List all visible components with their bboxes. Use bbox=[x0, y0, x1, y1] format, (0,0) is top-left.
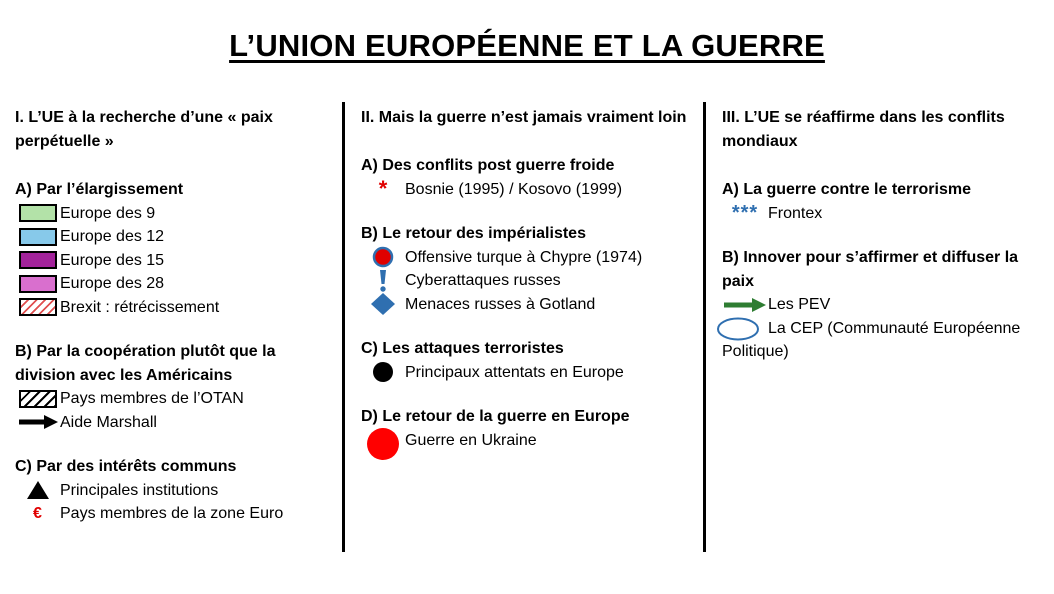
section-1c-title: C) Par des intérêts communs bbox=[15, 458, 237, 475]
legend-item-gotland bbox=[361, 293, 691, 317]
blue-ellipse-outline-icon bbox=[716, 317, 760, 341]
column-1 bbox=[15, 106, 325, 547]
legend-item-institutions bbox=[15, 479, 325, 503]
green-swatch-icon bbox=[19, 204, 57, 222]
black-hatched-swatch-icon bbox=[19, 390, 57, 408]
legend-item-ukraine bbox=[361, 429, 691, 453]
legend-label: Pays membres de l’OTAN bbox=[60, 390, 244, 407]
black-triangle-icon bbox=[27, 481, 49, 499]
black-dot-icon bbox=[372, 361, 394, 383]
legend-label: Aide Marshall bbox=[60, 413, 157, 431]
section-2c-title: C) Les attaques terroristes bbox=[361, 340, 564, 357]
legend-item-europe-12 bbox=[15, 225, 325, 249]
column-3 bbox=[722, 106, 1047, 385]
legend-label: Europe des 15 bbox=[60, 251, 165, 269]
legend-item-chypre bbox=[361, 246, 691, 270]
legend-item-marshall bbox=[15, 411, 325, 435]
section-1a bbox=[15, 178, 325, 319]
legend-label: Cyberattaques russes bbox=[405, 272, 561, 289]
blue-swatch-icon bbox=[19, 228, 57, 246]
legend-label: Frontex bbox=[768, 204, 823, 222]
legend-label: Europe des 28 bbox=[60, 275, 165, 292]
section-1b bbox=[15, 340, 325, 434]
divider-left bbox=[342, 102, 345, 552]
legend-label: Europe des 9 bbox=[60, 204, 156, 222]
divider-right bbox=[703, 102, 706, 552]
column-1-title: I. L’UE à la recherche d’une « paix perpétuelle » bbox=[15, 109, 273, 150]
legend-item-brexit bbox=[15, 296, 325, 320]
legend-item-pev bbox=[722, 293, 1047, 317]
legend-label: Principales institutions bbox=[60, 481, 219, 499]
legend-item-bosnie bbox=[361, 178, 691, 202]
section-2c bbox=[361, 337, 691, 384]
legend-label: Brexit : rétrécissement bbox=[60, 298, 220, 316]
section-2d-title: D) Le retour de la guerre en Europe bbox=[361, 408, 630, 425]
purple-swatch-icon bbox=[19, 251, 57, 269]
legend-label: Europe des 12 bbox=[60, 228, 165, 245]
legend-item-europe-28 bbox=[15, 272, 325, 296]
blue-exclamation-icon bbox=[377, 270, 389, 292]
large-red-dot-icon bbox=[365, 427, 401, 461]
column-3-title: III. L’UE se réaffirme dans les conflits mondiaux bbox=[722, 109, 1005, 150]
section-2d bbox=[361, 405, 691, 452]
legend-label: Offensive turque à Chypre (1974) bbox=[405, 248, 643, 266]
legend-label: La CEP (Communauté Européenne Politique) bbox=[722, 319, 1021, 360]
legend-item-zone-euro bbox=[15, 502, 325, 526]
section-1a-title: A) Par l’élargissement bbox=[15, 181, 184, 198]
section-1b-title: B) Par la coopération plutôt que la division avec les Américains bbox=[15, 343, 276, 384]
pink-swatch-icon bbox=[19, 275, 57, 293]
legend-item-cyberattaques bbox=[361, 269, 691, 293]
red-hatched-swatch-icon bbox=[19, 298, 57, 316]
legend-item-attentats bbox=[361, 361, 691, 385]
section-2b bbox=[361, 222, 691, 316]
legend-item-europe-15 bbox=[15, 249, 325, 273]
black-arrow-icon bbox=[18, 414, 58, 430]
section-3b-title: B) Innover pour s’affirmer et diffuser la paix bbox=[722, 249, 1019, 290]
section-3a-title: A) La guerre contre le terrorisme bbox=[722, 181, 971, 198]
blue-asterisks-icon: *** bbox=[731, 202, 759, 225]
blue-diamond-icon bbox=[371, 293, 395, 315]
legend-label: Menaces russes à Gotland bbox=[405, 295, 596, 313]
section-1c bbox=[15, 455, 325, 526]
section-2b-title: B) Le retour des impérialistes bbox=[361, 225, 586, 242]
legend-item-otan bbox=[15, 387, 325, 411]
legend-label: Guerre en Ukraine bbox=[405, 431, 537, 449]
red-asterisk-icon: * bbox=[378, 176, 388, 202]
column-2 bbox=[361, 106, 691, 473]
section-3a bbox=[722, 178, 1047, 225]
page-title: L’UNION EUROPÉENNE ET LA GUERRE bbox=[229, 28, 825, 63]
section-3b bbox=[722, 246, 1047, 364]
legend-item-cep bbox=[722, 317, 1047, 364]
section-2a bbox=[361, 154, 691, 201]
legend-label: Les PEV bbox=[768, 296, 831, 313]
legend-label: Bosnie (1995) / Kosovo (1999) bbox=[405, 180, 623, 198]
legend-label: Pays membres de la zone Euro bbox=[60, 505, 284, 522]
legend-item-frontex bbox=[722, 202, 1047, 226]
legend-label: Principaux attentats en Europe bbox=[405, 363, 624, 381]
green-arrow-icon bbox=[724, 297, 766, 313]
euro-icon: € bbox=[33, 505, 42, 522]
column-2-title: II. Mais la guerre n’est jamais vraiment loin bbox=[361, 109, 687, 126]
legend-item-europe-9 bbox=[15, 202, 325, 226]
section-2a-title: A) Des conflits post guerre froide bbox=[361, 157, 615, 174]
red-circle-blue-outline-icon bbox=[372, 246, 394, 268]
